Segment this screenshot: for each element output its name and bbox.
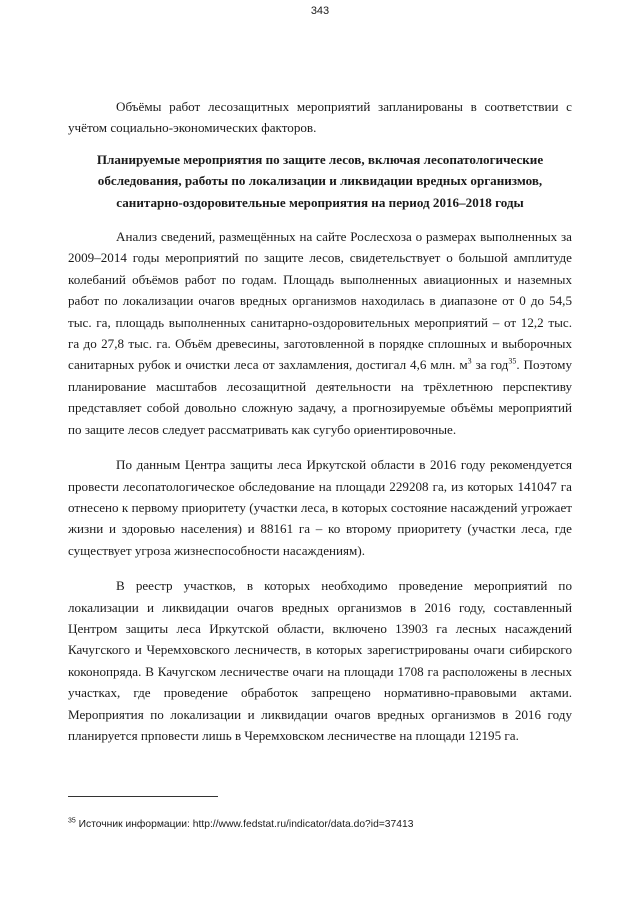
footnote — [68, 818, 572, 832]
footnote-separator — [68, 796, 218, 797]
page-number: 343 — [310, 5, 330, 17]
analysis-text-middle: за год — [471, 357, 509, 373]
analysis-text-start: Анализ сведений, размещённых на сайте Рослесхоза о размерах выполненных за 2009–2014 годы мероприятий по защите лесов, свидетельствует о большой амплитуде колебаний объёмов работ по годам. Площадь выполненных авиационных и наземных работ по локализации очагов вредных организмов находилась в диапазоне от 0 до 54,5 тыс. га, площадь выполненных санитарно-оздоровительных мероприятий – от 12,2 тыс. га до 27,8 тыс. га. Объём древесины, заготовленной в порядке сплошных и выборочных санитарных рубок и очистки леса от захламления, достигал 4,6 млн. м — [68, 229, 572, 373]
footnote-text: Источник информации: http://www.fedstat.ru/indicator/data.do?id=37413 — [75, 819, 414, 830]
cubic-exponent: 3 — [467, 357, 472, 367]
section-heading: Планируемые мероприятия по защите лесов, включая лесопатологические обследования, работы по локализации и ликвидации вредных организмов, санитарно-оздоровительные мероприятия на период 2016–2018 годы — [96, 151, 544, 210]
document-body — [68, 96, 572, 746]
registry-paragraph: В реестр участков, в которых необходимо проведение мероприятий по локализации и ликвидации очагов вредных организмов в 2016 году, составленный Центром защиты леса Иркутской области, включено 13903 га лесных насаждений Качугского и Черемховского лесничеств, в которых зарегистрированы очаги сибирского коконопряда. В Качугском лесничестве очаги на площади 1708 га расположены в лесных участках, где проведение обработок запрещено нормативно-правовыми актами. Мероприятия по локализации и ликвидации очагов вредных организмов в 2016 году планируется прповести лишь в Черемховском лесничестве на площади 12195 га. — [68, 578, 572, 743]
analysis-paragraph — [68, 226, 572, 440]
footnote-reference[interactable]: 35 — [508, 357, 517, 367]
footnote-number: 35 — [68, 817, 76, 825]
analysis-text-end: . Поэтому планирование масштабов лесозащитной деятельности на трёхлетнюю перспективу представляет собой довольно сложную задачу, а прогнозируемые объёмы мероприятий по защите лесов следует рассматривать как сугубо ориентировочные. — [68, 357, 572, 437]
intro-paragraph: Объёмы работ лесозащитных мероприятий запланированы в соответствии с учётом социально-экономических факторов. — [68, 99, 572, 136]
survey-paragraph: По данным Центра защиты леса Иркутской области в 2016 году рекомендуется провести лесопатологическое обследование на площади 229208 га, из которых 141047 га отнесено к первому приоритету (участки леса, в которых состояние насаждений угрожает жизни и здоровью населения) и 88161 га – ко второму приоритету (участки леса, где существует угроза жизнеспособности насаждениям). — [68, 457, 572, 558]
